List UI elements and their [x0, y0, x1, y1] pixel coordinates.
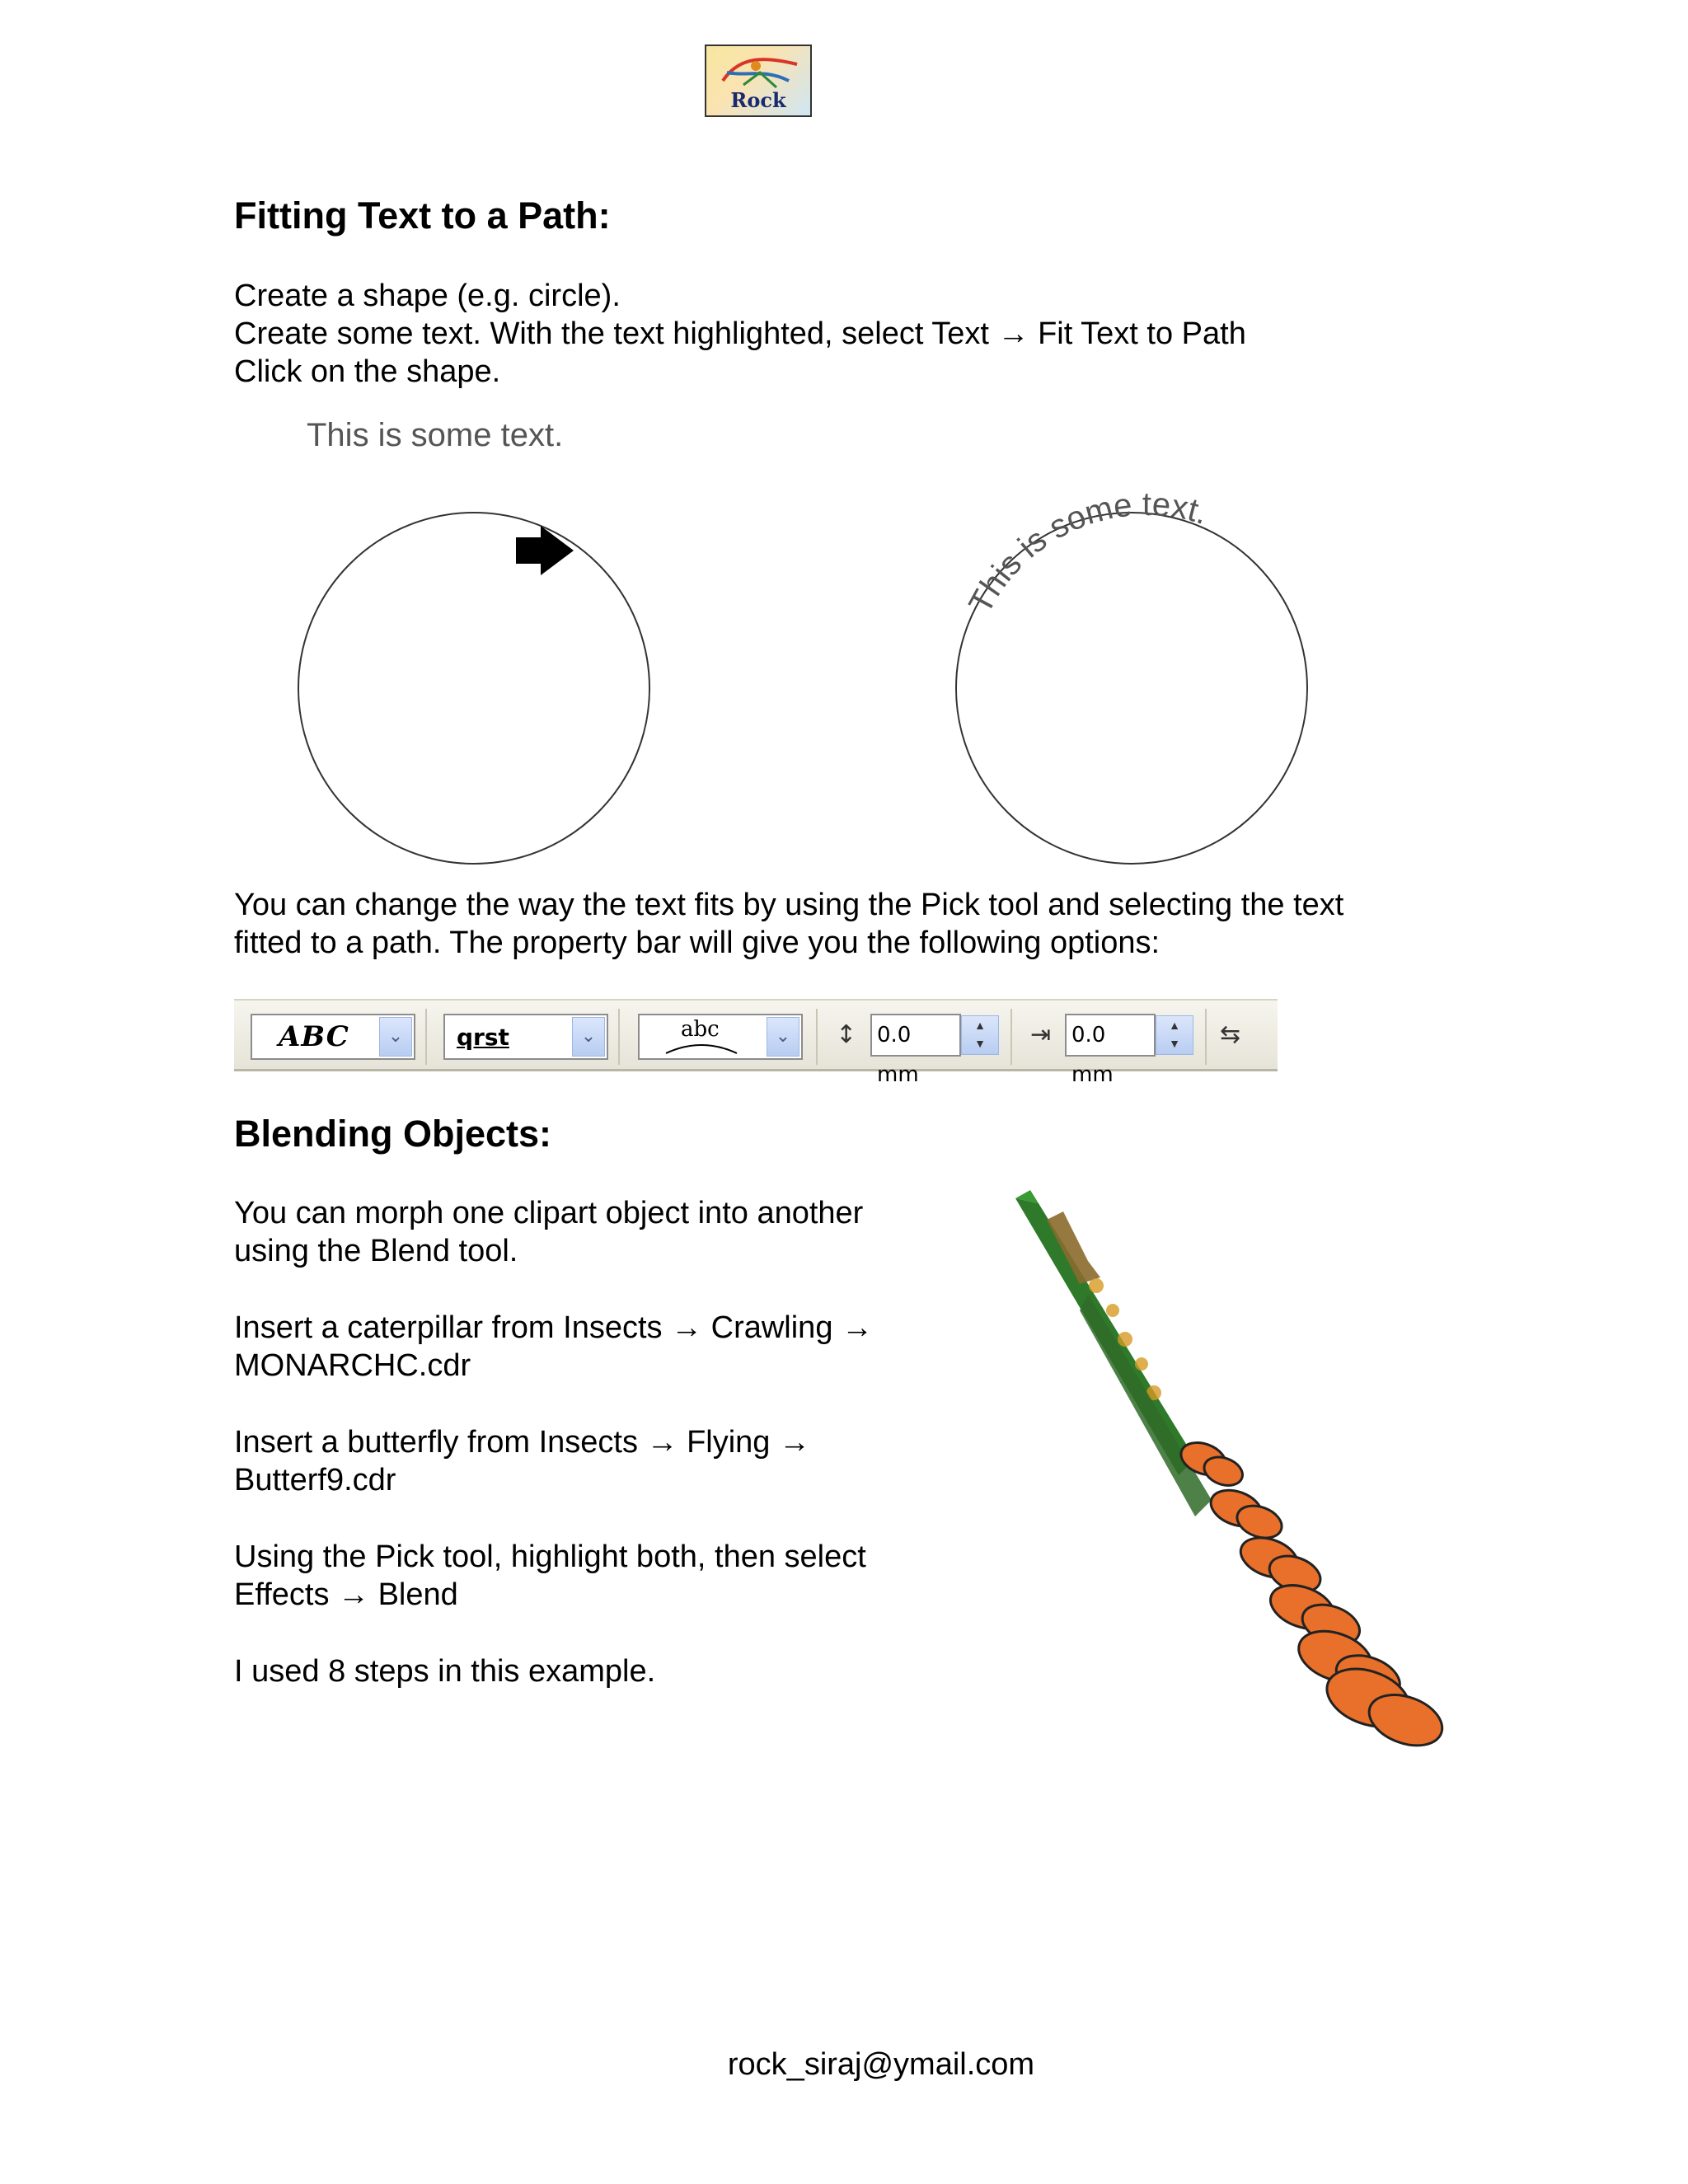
heading-fit-text-to-path: Fitting Text to a Path:: [234, 194, 611, 237]
text-placement-dropdown[interactable]: [638, 1014, 803, 1060]
separator: [425, 1009, 427, 1065]
horizontal-offset-icon: ⇥: [1030, 1020, 1052, 1049]
blend-para1-line1: You can morph one clipart object into another: [234, 1196, 864, 1230]
blend-para4-line2: Effects → Blend: [234, 1577, 458, 1612]
chevron-down-icon[interactable]: ⌄: [379, 1017, 412, 1057]
orientation-preview: ABC: [279, 1020, 349, 1053]
sample-text: This is some text.: [307, 417, 564, 453]
butterfly-sequence: [1175, 1437, 1453, 1755]
distance-from-path-icon: ↕: [836, 1020, 857, 1049]
heading-blending-objects: Blending Objects:: [234, 1113, 552, 1155]
separator: [816, 1009, 818, 1065]
fitted-text: This is some text.: [962, 485, 1212, 620]
blend-para5: I used 8 steps in this example.: [234, 1654, 656, 1689]
separator: [618, 1009, 620, 1065]
instruction-line-1: Create a shape (e.g. circle).: [234, 279, 621, 313]
spin-down-icon[interactable]: ▼: [1169, 1037, 1180, 1050]
blend-para2-line1: Insert a caterpillar from Insects → Crawling →: [234, 1310, 874, 1345]
vertical-placement-preview: qrst: [457, 1024, 509, 1051]
arrow-right-icon: [516, 526, 574, 575]
fitted-text-diagram: [938, 470, 1325, 874]
paragraph-change-fit-2: fitted to a path. The property bar will give you the following options:: [234, 926, 1160, 960]
spin-down-icon[interactable]: ▼: [974, 1037, 986, 1050]
blend-para4-line1: Using the Pick tool, highlight both, then select: [234, 1540, 866, 1574]
footer-email: rock_siraj@ymail.com: [727, 2047, 1035, 2082]
offset-spinner[interactable]: [1156, 1015, 1193, 1055]
spin-up-icon[interactable]: ▲: [974, 1019, 986, 1032]
separator: [1205, 1009, 1207, 1065]
instruction-line-2: Create some text. With the text highlighted, select Text → Fit Text to Path: [234, 316, 1246, 351]
property-bar: [234, 999, 1278, 1087]
mirror-text-icon[interactable]: ⇆: [1220, 1020, 1241, 1049]
blend-para3-line2: Butterf9.cdr: [234, 1463, 396, 1497]
blend-para3-line1: Insert a butterfly from Insects → Flying →: [234, 1425, 810, 1460]
logo-text: Rock: [730, 88, 786, 112]
chevron-down-icon[interactable]: ⌄: [767, 1017, 799, 1057]
paragraph-change-fit-1: You can change the way the text fits by using the Pick tool and selecting the text: [234, 888, 1344, 922]
blend-para2-line2: MONARCHC.cdr: [234, 1348, 471, 1383]
horizontal-offset-input[interactable]: 0.0 mm: [1065, 1014, 1156, 1057]
arc-underline-icon: [664, 1040, 738, 1057]
distance-spinner[interactable]: [961, 1015, 999, 1055]
distance-from-path-input[interactable]: 0.0 mm: [870, 1014, 961, 1057]
circle-shape: [298, 513, 649, 864]
caterpillar-butterfly-blend-image: [1006, 1187, 1467, 1755]
separator: [1010, 1009, 1012, 1065]
chevron-down-icon[interactable]: ⌄: [572, 1017, 605, 1057]
instruction-line-3: Click on the shape.: [234, 354, 501, 389]
rock-logo: [705, 45, 812, 117]
text-orientation-dropdown[interactable]: [251, 1014, 415, 1060]
text-placement-preview: abc: [681, 1017, 720, 1042]
blend-para1-line2: using the Blend tool.: [234, 1234, 518, 1268]
vertical-placement-dropdown[interactable]: [443, 1014, 608, 1060]
circle-shape-diagram: [288, 503, 659, 874]
spin-up-icon[interactable]: ▲: [1169, 1019, 1180, 1032]
